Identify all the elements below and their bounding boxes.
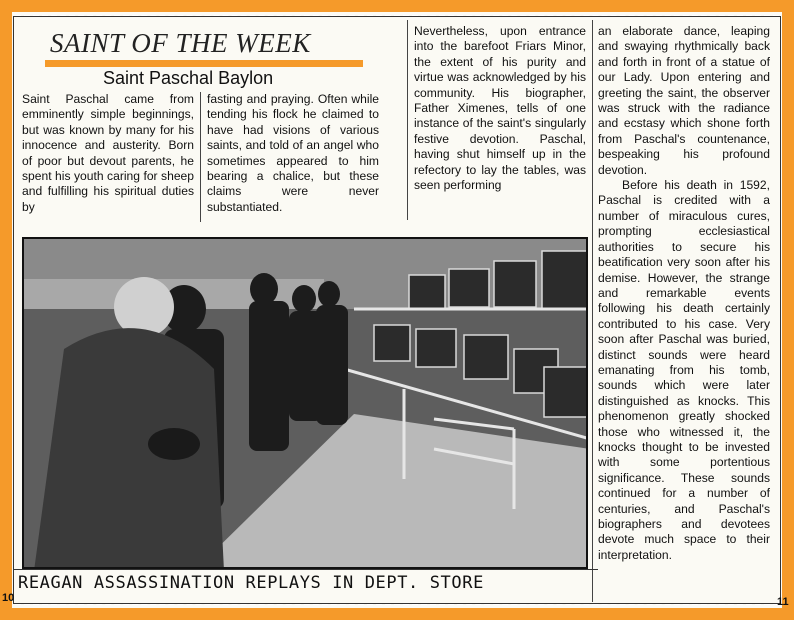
column-4-paragraph-2: Before his death in 1592, Paschal is credited with a number of miraculous cures, prompting ecclesiastical authorities to secure his beatification very soon after his demise. However, the strange and remarkable events following his death certainly contributed to his case. Very soon after Paschal was buried, distinct sounds were heard emanating from his tomb, sounds which were later distinguished as knocks. This phenomenon greatly shocked those who witnessed it, the knocks thought to be invested with some portentious significance. These sounds continued for a number of centuries, and Paschal's biographers and devotees devote much space to their interpretation. — [598, 178, 770, 562]
photo-caption: REAGAN ASSASSINATION REPLAYS IN DEPT. STORE — [18, 573, 484, 593]
article-column-3 — [414, 24, 586, 193]
article-column-1 — [22, 92, 194, 215]
column-2-text: fasting and praying. Often while tending his flock he claimed to have had visions of various saints, and told of an angel who sometimes appeared to him bearing a chalice, but these claims were never substantiated. — [207, 92, 379, 214]
page-number-right: 11 — [777, 596, 789, 608]
column-divider — [592, 20, 593, 602]
article-column-2 — [207, 92, 379, 215]
column-1-text: Saint Paschal came from emminently simple beginnings, but was known by many for his innocence and austerity. Born of poor but devout parents, he spent his youth caring for sheep and fulfilling his spiritual duties by — [22, 92, 194, 214]
column-divider — [200, 92, 201, 222]
section-title: SAINT OF THE WEEK — [50, 28, 311, 58]
page-number-left: 10 — [2, 592, 15, 604]
department-store-photo — [22, 237, 588, 569]
caption-rule — [13, 569, 598, 570]
column-3-text: Nevertheless, upon entrance into the barefoot Friars Minor, the extent of his purity and virtue was acknowledged by his community. His biographer, Father Ximenes, tells of one instance of the saint's singularly festive devotion. Paschal, having shut himself up in the refectory to lay the tables, was seen performing — [414, 24, 586, 193]
article-column-4 — [598, 24, 770, 563]
photo-illustration — [24, 239, 588, 569]
article-headline: Saint Paschal Baylon — [103, 68, 274, 88]
column-divider — [407, 20, 408, 220]
column-4-paragraph-1: an elaborate dance, leaping and swaying rhythmically back and forth in front of a statue of our Lady. Upon entering and greeting the saint, the observer was struck with the radiance and ecstasy which shone forth from Paschal's countenance, bespeaking his profound devotion. — [598, 24, 770, 177]
